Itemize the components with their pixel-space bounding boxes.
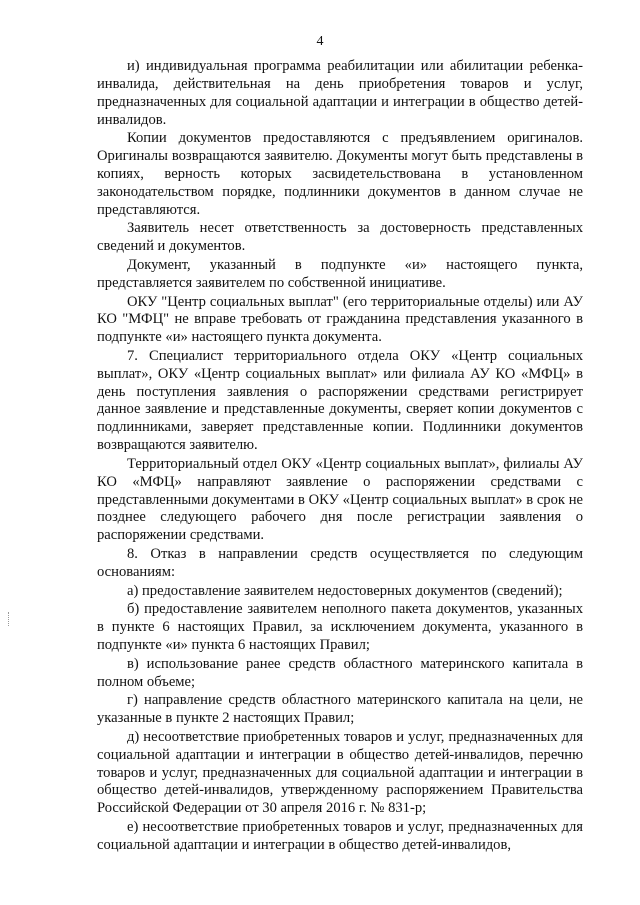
paragraph-7-registration: 7. Специалист территориального отдела ОКУ «Центр социальных выплат», ОКУ «Центр социальных выплат» или филиала АУ КО «МФЦ» в день поступления заявления о распоряжении средствами регистрирует данное заявление и представленные документы, сверяет копии документов с подлинниками, заверяет представленные копии. Подлинники документов возвращаются заявителю. [97, 347, 583, 454]
paragraph-own-initiative: Документ, указанный в подпункте «и» настоящего пункта, представляется заявителем по собственной инициативе. [97, 256, 583, 291]
paragraph-8-refusal: 8. Отказ в направлении средств осуществляется по следующим основаниям: [97, 546, 583, 580]
document-body [97, 58, 583, 856]
paragraph-no-right-to-require: ОКУ "Центр социальных выплат" (его территориальные отделы) или АУ КО "МФЦ" не вправе требовать от гражданина представления указанного в подпункте «и» настоящего пункта документа. [97, 293, 583, 346]
refusal-ground-a: а) предоставление заявителем недостоверных документов (сведений); [127, 582, 563, 599]
paragraph-copies: Копии документов предоставляются с предъявлением оригиналов. Оригиналы возвращаются заявителю. Документы могут быть представлены в копиях, верность которых засвидетельствована в установленном законодательством порядке, подлинники документов в данном случае не представляются. [97, 130, 583, 218]
refusal-ground-b: б) предоставление заявителем неполного пакета документов, указанных в пункте 6 настоящих Правил, за исключением документа, указанного в подпункте «и» пункта 6 настоящих Правил; [97, 601, 583, 654]
margin-scan-mark [8, 612, 11, 626]
refusal-ground-g: г) направление средств областного материнского капитала на цели, не указанные в пункте 2 настоящих Правил; [97, 692, 583, 727]
refusal-ground-d: д) несоответствие приобретенных товаров и услуг, предназначенных для социальной адаптации и интеграции в общество детей-инвалидов, перечню товаров и услуг, предназначенных для социальной адаптации и интеграции в общество детей-инвалидов, утвержденному распоряжением Правительства Российской Федерации от 30 апреля 2016 г. № 831-р; [97, 728, 583, 817]
paragraph-responsibility: Заявитель несет ответственность за достоверность представленных сведений и документов. [97, 220, 583, 255]
paragraph-forwarding: Территориальный отдел ОКУ «Центр социальных выплат», филиалы АУ КО «МФЦ» направляют заявление о распоряжении средствами с представленными документами в ОКУ «Центр социальных выплат» в срок не позднее следующего рабочего дня после регистрации заявления о распоряжении средствами. [97, 455, 583, 544]
refusal-ground-e: е) несоответствие приобретенных товаров и услуг, предназначенных для социальной адаптации и интеграции в общество детей-инвалидов, [97, 819, 583, 853]
page-number: 4 [316, 34, 324, 49]
refusal-ground-v: в) использование ранее средств областного материнского капитала в полном объеме; [97, 655, 583, 690]
paragraph-item-i: и) индивидуальная программа реабилитации или абилитации ребенка-инвалида, действительная на день приобретения товаров и услуг, предназначенных для социальной адаптации и интеграции в общество детей-инвалидов. [97, 58, 583, 128]
